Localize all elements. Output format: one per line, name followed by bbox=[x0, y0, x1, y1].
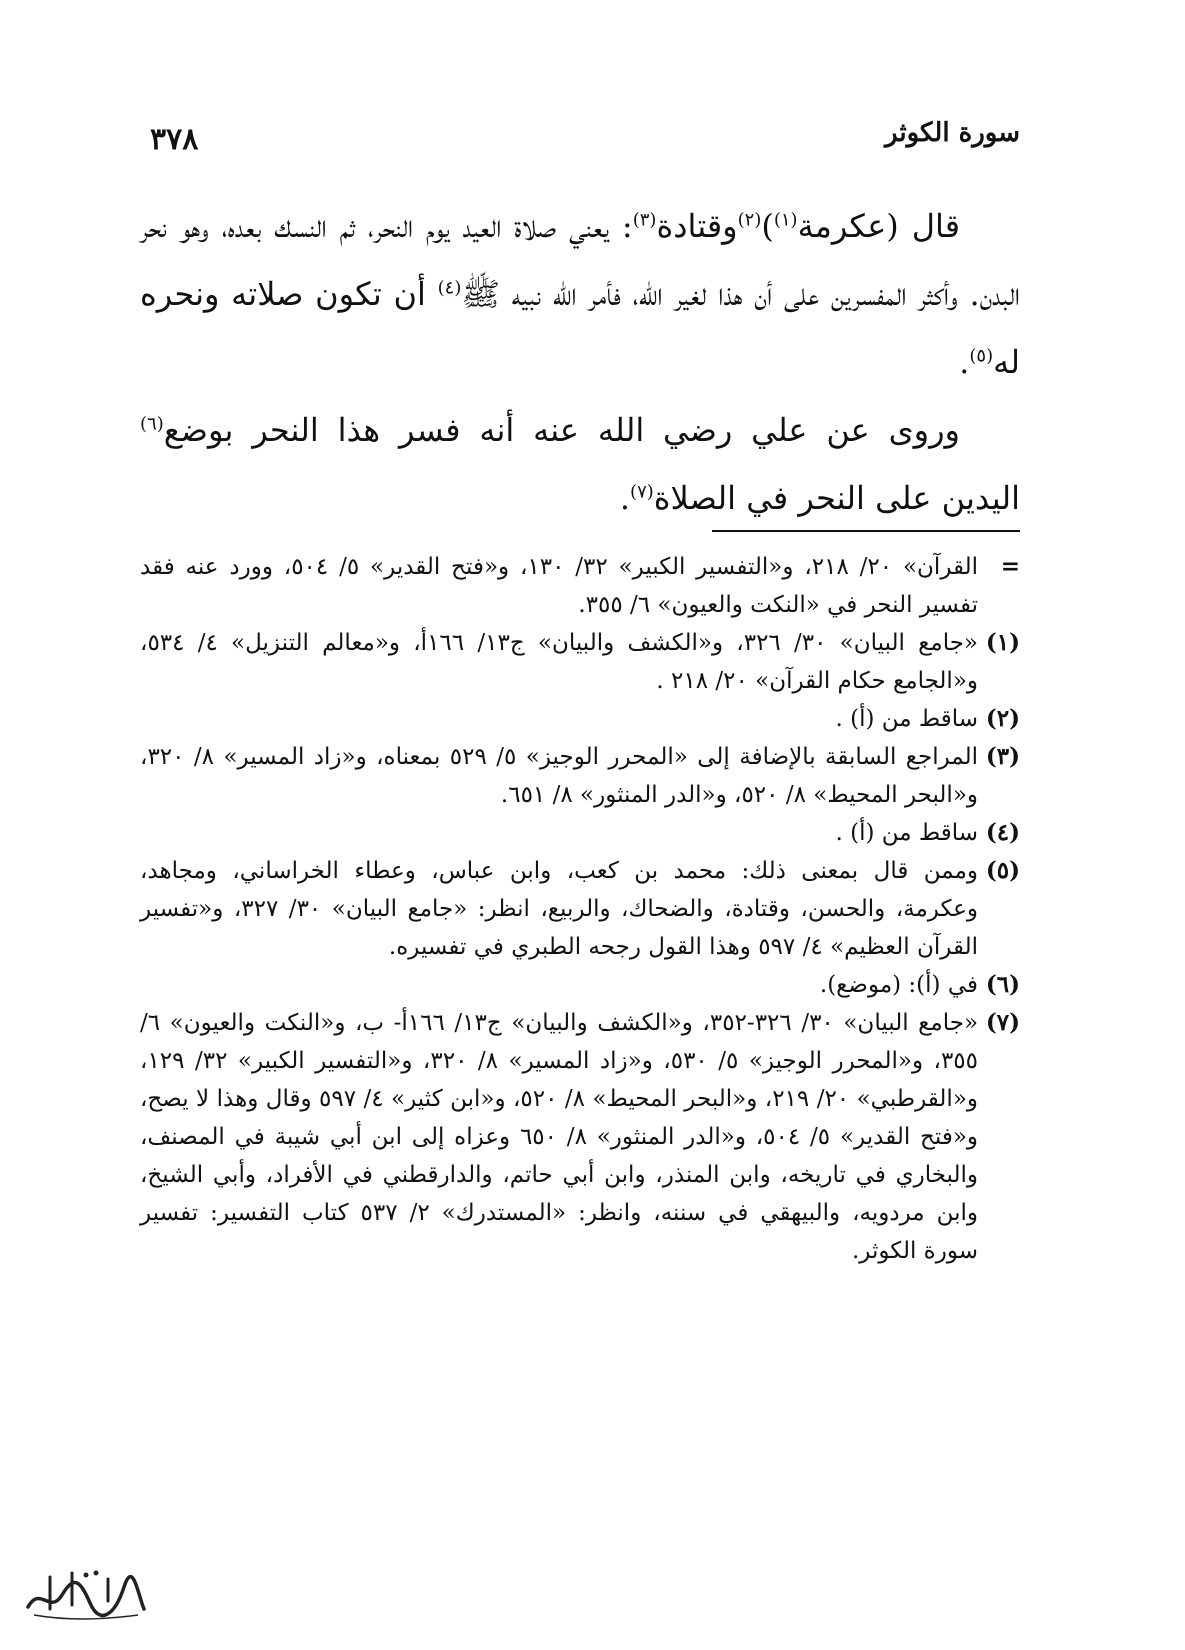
text-run: ) bbox=[761, 207, 774, 245]
text-run: وقتادة bbox=[656, 207, 738, 245]
footnote-ref-1[interactable]: (١) bbox=[773, 209, 798, 231]
footnote-ref-2[interactable]: (٢) bbox=[737, 209, 762, 231]
footnote-number: (٧) bbox=[985, 1009, 1020, 1036]
footnote-ref-3[interactable]: (٣) bbox=[632, 209, 657, 231]
footnote-number: (٣) bbox=[985, 743, 1020, 770]
footnote-number: (١) bbox=[985, 629, 1020, 656]
footnote-ref-4[interactable]: (٤) bbox=[437, 277, 462, 299]
footnote-text: القرآن» ٢٠/ ٢١٨، و«التفسير الكبير» ٣٢/ ١٣٠، و«فتح القدير» ٥/ ٥٠٤، وورد عنه فقد تفسير النحر في «النكت والعيون» ٦/ ٣٥٥. bbox=[140, 554, 979, 618]
footnote-text: في (أ): (موضع). bbox=[819, 972, 978, 998]
footnote-7 bbox=[140, 1004, 1020, 1270]
footnote-separator bbox=[712, 530, 1020, 532]
paragraph-1 bbox=[140, 192, 1020, 396]
footnote-4 bbox=[140, 814, 1020, 852]
text-run: اليدين على النحر في الصلاة bbox=[653, 479, 1020, 517]
footnote-3 bbox=[140, 738, 1020, 814]
footnote-text: المراجع السابقة بالإضافة إلى «المحرر الوجيز» ٥/ ٥٢٩ بمعناه، و«زاد المسير» ٨/ ٣٢٠، و«البحر المحيط» ٨/ ٥٢٠، و«الدر المنثور» ٨/ ٦٥١. bbox=[140, 744, 978, 808]
text-run: قال (عكرمة bbox=[797, 207, 961, 245]
text-run: : يعني صلاة العيد يوم النحر، ثم النسك بعده، وهو نحر البدن. وأكثر المفسرين على أن هذا لغير الله، فأمر الله نبيه ﷺ bbox=[140, 207, 1021, 313]
footnote-5 bbox=[140, 852, 1020, 966]
footnote-ref-6[interactable]: (٦) bbox=[140, 413, 164, 435]
footnote-number: (٤) bbox=[985, 819, 1020, 846]
running-title: سورة الكوثر bbox=[885, 118, 1020, 148]
footnote-2 bbox=[140, 700, 1020, 738]
footnote-number: (٦) bbox=[985, 971, 1020, 998]
footnote-number: (٢) bbox=[985, 705, 1020, 732]
footnote-text: وممن قال بمعنى ذلك: محمد بن كعب، وابن عباس، وعطاء الخراساني، ومجاهد، وعكرمة، والحسن، وقتادة، والضحاك، والربيع، انظر: «جامع البيان» ٣٠/ ٣٢٧، و«تفسير القرآن العظيم» ٤/ ٥٩٧ وهذا القول رجحه الطبري في تفسيره. bbox=[140, 858, 979, 960]
footnote-text: «جامع البيان» ٣٠/ ٣٢٦-٣٥٢، و«الكشف والبيان» ج١٣/ ١٦٦أ- ب، و«النكت والعيون» ٦/ ٣٥٥، و«المحرر الوجيز» ٥/ ٥٣٠، و«زاد المسير» ٨/ ٣٢٠، و«التفسير الكبير» ٣٢/ ١٢٩، و«القرطبي» ٢٠/ ٢١٩، و«البحر المحيط» ٨/ ٥٢٠، و«ابن كثير» ٤/ ٥٩٧ وقال وهذا لا يصح، و«فتح القدير» ٥/ ٥٠٤، و«الدر المنثور» ٨/ ٦٥٠ وعزاه إلى ابن أبي شيبة في المصنف، والبخاري في تاريخه، وابن المنذر، وابن أبي حاتم، والدارقطني في الأفراد، وأبي الشيخ، وابن مردويه، والبيهقي في سننه، وانظر: «المستدرك» ٢/ ٥٣٧ كتاب التفسير: تفسير سورة الكوثر. bbox=[140, 1010, 979, 1264]
text-run: وروى عن علي رضي الله عنه أنه فسر هذا النحر بوضع bbox=[163, 411, 960, 449]
footnote-continued bbox=[140, 548, 1020, 624]
footnote-1 bbox=[140, 624, 1020, 700]
footnote-text: «جامع البيان» ٣٠/ ٣٢٦، و«الكشف والبيان» ج١٣/ ١٦٦أ، و«معالم التنزيل» ٤/ ٥٣٤، و«الجامع حكام القرآن» ٢٠/ ٢١٨ . bbox=[140, 630, 979, 694]
footnote-ref-5[interactable]: (٥) bbox=[969, 345, 994, 367]
text-run: أن تكون صلاته ونحره له bbox=[140, 275, 1020, 381]
footnote-6 bbox=[140, 966, 1020, 1004]
text-run: . bbox=[619, 479, 631, 517]
publisher-logo-icon bbox=[20, 1565, 150, 1625]
footnote-ref-7[interactable]: (٧) bbox=[630, 481, 654, 503]
footnotes bbox=[140, 548, 1020, 1270]
paragraph-2 bbox=[140, 396, 1020, 532]
page-number: ٣٧٨ bbox=[150, 122, 199, 157]
text-run: . bbox=[959, 343, 970, 381]
footnote-text: ساقط من (أ) . bbox=[835, 820, 978, 846]
footnote-text: ساقط من (أ) . bbox=[835, 706, 978, 732]
footnote-number: = bbox=[1000, 553, 1020, 580]
main-text bbox=[140, 192, 1020, 532]
footnote-number: (٥) bbox=[985, 857, 1020, 884]
page-header bbox=[150, 110, 1020, 160]
